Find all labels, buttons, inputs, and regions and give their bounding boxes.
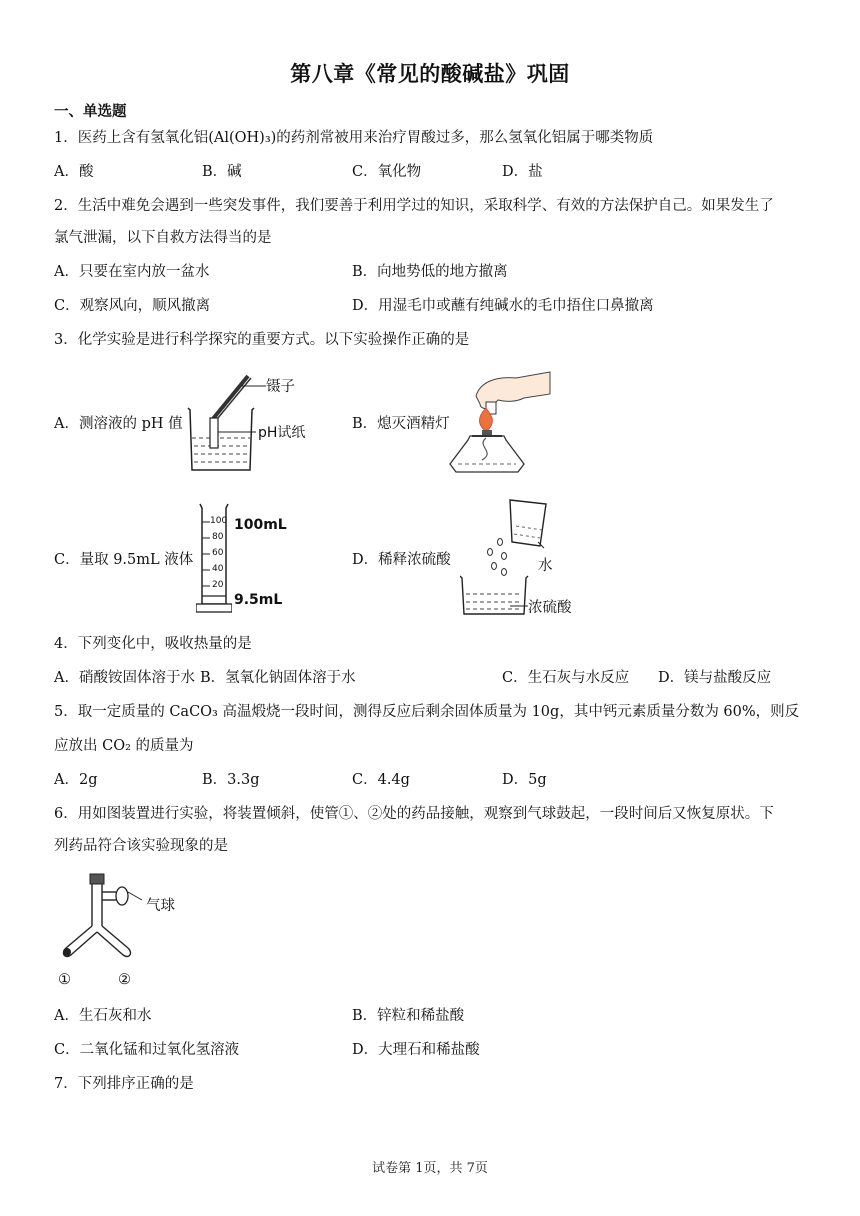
- q3-fig-a-label-tweezers: 镊子: [266, 379, 295, 395]
- q1-option-b[interactable]: B．碱: [202, 164, 242, 180]
- q5-stem-line1: 5．取一定质量的 CaCO₃ 高温煅烧一段时间，测得反应后剩余固体质量为 10g，其中钙元素质量分数为 60%，则反: [54, 704, 800, 720]
- q3-option-c[interactable]: C．量取 9.5mL 液体: [54, 552, 194, 568]
- q3-fig-c-tick-40: 40: [212, 564, 224, 574]
- q4-option-c[interactable]: C．生石灰与水反应: [502, 670, 630, 686]
- q5-option-d[interactable]: D．5g: [502, 772, 547, 788]
- q3-fig-a-label-ph-paper: pH试纸: [258, 425, 306, 441]
- q3-option-a[interactable]: A．测溶液的 pH 值: [54, 416, 183, 432]
- q3-fig-d-label-acid: 浓硫酸: [528, 600, 572, 616]
- page-title: 第八章《常见的酸碱盐》巩固: [290, 62, 570, 86]
- q6-stem-line1: 6．用如图装置进行实验，将装置倾斜，使管①、②处的药品接触，观察到气球鼓起，一段时间后又恢复原状。下: [54, 806, 774, 822]
- q3-option-d[interactable]: D．稀释浓硫酸: [352, 552, 451, 568]
- q3-fig-d-label-water: 水: [538, 558, 553, 574]
- page-footer: 试卷第 1页，共 7页: [372, 1161, 488, 1176]
- q2-option-d[interactable]: D．用湿毛巾或蘸有纯碱水的毛巾捂住口鼻撤离: [352, 298, 654, 314]
- q3-fig-c-tick-20: 20: [212, 580, 224, 590]
- q4-stem: 4．下列变化中，吸收热量的是: [54, 636, 252, 652]
- q6-option-a[interactable]: A．生石灰和水: [54, 1008, 152, 1024]
- q5-option-a[interactable]: A．2g: [54, 772, 98, 788]
- q5-stem-line2: 应放出 CO₂ 的质量为: [54, 738, 194, 754]
- q1-option-a[interactable]: A．酸: [54, 164, 94, 180]
- section-heading: 一、单选题: [54, 104, 127, 120]
- q3-fig-c-tick-80: 80: [212, 532, 224, 542]
- q2-option-b[interactable]: B．向地势低的地方撤离: [352, 264, 508, 280]
- q6-stem-line2: 列药品符合该实验现象的是: [54, 838, 228, 854]
- q3-fig-c-tick-60: 60: [212, 548, 224, 558]
- q2-option-c[interactable]: C．观察风向，顺风撤离: [54, 298, 211, 314]
- q3-fig-c-tick-100: 100: [210, 516, 228, 526]
- q1-option-d[interactable]: D．盐: [502, 164, 543, 180]
- q2-stem-line1: 2．生活中难免会遇到一些突发事件，我们要善于利用学过的知识，采取科学、有效的方法保护自己。如果发生了: [54, 198, 774, 214]
- q6-option-c[interactable]: C．二氧化锰和过氧化氢溶液: [54, 1042, 240, 1058]
- q6-fig-label-tube-2: ②: [118, 972, 131, 988]
- q3-option-b[interactable]: B．熄灭酒精灯: [352, 416, 450, 432]
- q5-option-b[interactable]: B．3.3g: [202, 772, 260, 788]
- q1-stem: 1．医药上含有氢氧化铝(Al(OH)₃)的药剂常被用来治疗胃酸过多，那么氢氧化铝属于哪类物质: [54, 130, 654, 146]
- q4-option-b[interactable]: B．氢氧化钠固体溶于水: [200, 670, 356, 686]
- q3-fig-c-label-100ml: 100mL: [234, 517, 287, 533]
- q4-option-a[interactable]: A．硝酸铵固体溶于水: [54, 670, 195, 686]
- q2-stem-line2: 氯气泄漏，以下自救方法得当的是: [54, 230, 272, 246]
- q6-figure-y-tube: [54, 870, 150, 966]
- q3-stem: 3．化学实验是进行科学探究的重要方式。以下实验操作正确的是: [54, 332, 470, 348]
- q6-option-b[interactable]: B．锌粒和稀盐酸: [352, 1008, 465, 1024]
- q6-fig-label-balloon: 气球: [146, 898, 175, 914]
- q7-stem: 7．下列排序正确的是: [54, 1076, 194, 1092]
- q3-figure-b-alcohol-lamp: [446, 368, 556, 480]
- q1-option-c[interactable]: C．氧化物: [352, 164, 422, 180]
- q4-option-d[interactable]: D．镁与盐酸反应: [658, 670, 772, 686]
- q2-option-a[interactable]: A．只要在室内放一盆水: [54, 264, 210, 280]
- q5-option-c[interactable]: C．4.4g: [352, 772, 410, 788]
- q6-option-d[interactable]: D．大理石和稀盐酸: [352, 1042, 480, 1058]
- q6-fig-label-tube-1: ①: [58, 972, 71, 988]
- q3-fig-c-label-9-5ml: 9.5mL: [234, 592, 283, 608]
